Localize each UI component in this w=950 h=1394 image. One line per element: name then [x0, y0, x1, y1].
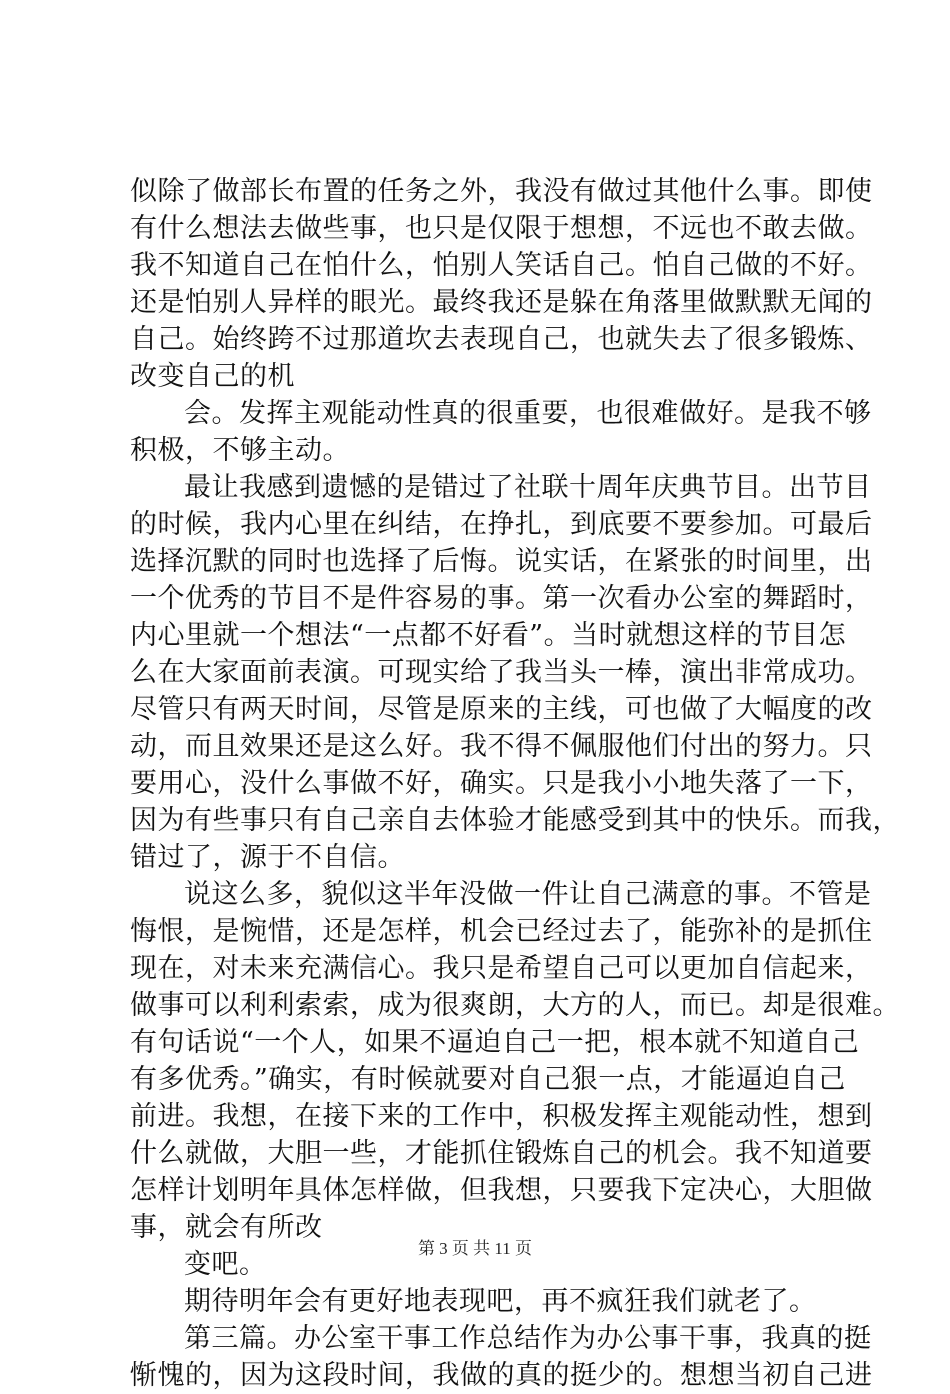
text-line: 我不知道自己在怕什么，怕别人笑话自己。怕自己做的不好。 — [130, 250, 873, 281]
text-line: 要用心，没什么事做不好，确实。只是我小小地失落了一下， — [130, 768, 873, 799]
text-line: 做事可以利利索索，成为很爽朗，大方的人，而已。却是很难。 — [130, 990, 900, 1021]
text-line: 事，就会有所改 — [130, 1212, 323, 1243]
text-line: 会。发挥主观能动性真的很重要，也很难做好。是我不够 — [184, 398, 872, 429]
text-line: 积极，不够主动。 — [130, 435, 350, 466]
text-line: 惭愧的，因为这段时间，我做的真的挺少的。想想当初自己进 — [130, 1360, 873, 1391]
text-line: 悔恨，是惋惜，还是怎样，机会已经过去了，能弥补的是抓住 — [130, 916, 873, 947]
text-line: 因为有些事只有自己亲自去体验才能感受到其中的快乐。而我， — [130, 805, 900, 836]
text-line: 第三篇。办公室干事工作总结作为办公事干事，我真的挺 — [184, 1323, 872, 1354]
text-line: 期待明年会有更好地表现吧，再不疯狂我们就老了。 — [184, 1286, 817, 1317]
text-line: 有句话说“一个人，如果不逼迫自己一把，根本就不知道自己 — [130, 1027, 860, 1058]
text-line: 变吧。 — [184, 1249, 267, 1280]
text-line: 选择沉默的同时也选择了后悔。说实话，在紧张的时间里，出 — [130, 546, 873, 577]
text-line: 什么就做，大胆一些，才能抓住锻炼自己的机会。我不知道要 — [130, 1138, 873, 1169]
text-line: 改变自己的机 — [130, 361, 295, 392]
document-body — [130, 173, 900, 1394]
text-line: 前进。我想，在接下来的工作中，积极发挥主观能动性，想到 — [130, 1101, 873, 1132]
text-line: 的时候，我内心里在纠结，在挣扎，到底要不要参加。可最后 — [130, 509, 873, 540]
text-line: 自己。始终跨不过那道坎去表现自己，也就失去了很多锻炼、 — [130, 324, 873, 355]
text-line: 动，而且效果还是这么好。我不得不佩服他们付出的努力。只 — [130, 731, 873, 762]
text-line: 么在大家面前表演。可现实给了我当头一棒，演出非常成功。 — [130, 657, 873, 688]
text-line: 错过了，源于不自信。 — [130, 842, 405, 873]
text-line: 尽管只有两天时间，尽管是原来的主线，可也做了大幅度的改 — [130, 694, 873, 725]
text-line: 有多优秀。”确实，有时候就要对自己狠一点，才能逼迫自己 — [130, 1064, 846, 1095]
text-line: 说这么多，貌似这半年没做一件让自己满意的事。不管是 — [184, 879, 872, 910]
page-number-footer: 第 3 页 共 11 页 — [417, 1239, 533, 1258]
text-line: 有什么想法去做些事，也只是仅限于想想，不远也不敢去做。 — [130, 213, 873, 244]
text-line: 怎样计划明年具体怎样做，但我想，只要我下定决心，大胆做 — [130, 1175, 873, 1206]
text-line: 还是怕别人异样的眼光。最终我还是躲在角落里做默默无闻的 — [130, 287, 873, 318]
text-line: 现在，对未来充满信心。我只是希望自己可以更加自信起来， — [130, 953, 873, 984]
text-line: 最让我感到遗憾的是错过了社联十周年庆典节目。出节目 — [184, 472, 872, 503]
text-line: 内心里就一个想法“一点都不好看”。当时就想这样的节目怎 — [130, 620, 847, 651]
text-line: 似除了做部长布置的任务之外，我没有做过其他什么事。即使 — [130, 176, 873, 207]
text-line: 一个优秀的节目不是件容易的事。第一次看办公室的舞蹈时， — [130, 583, 873, 614]
